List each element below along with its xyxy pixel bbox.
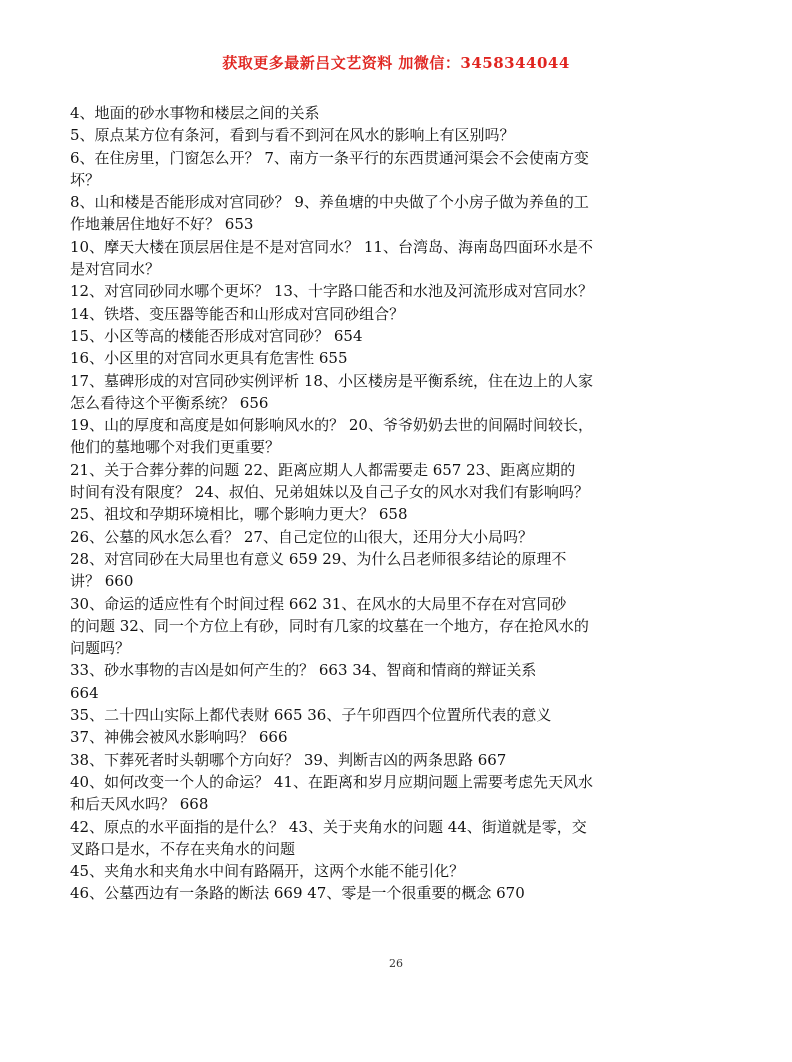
toc-line: 10、摩天大楼在顶层居住是不是对宫同水？ 11、台湾岛、海南岛四面环水是不 (70, 237, 593, 256)
toc-line: 14、铁塔、变压器等能否和山形成对宫同砂组合？ (70, 304, 405, 323)
toc-line: 时间有没有限度？ 24、叔伯、兄弟姐妹以及自己子女的风水对我们有影响吗？ (70, 483, 589, 502)
toc-line: 45、夹角水和夹角水中间有路隔开，这两个水能不能引化？ (70, 862, 465, 881)
toc-line: 46、公墓西边有一条路的断法 669 47、零是一个很重要的概念 670 (70, 884, 525, 903)
toc-line: 8、山和楼是否能形成对宫同砂？ 9、养鱼塘的中央做了个小房子做为养鱼的工 (70, 193, 589, 212)
toc-content (70, 102, 700, 905)
toc-line: 12、对宫同砂同水哪个更坏？ 13、十字路口能否和水池及河流形成对宫同水？ (70, 282, 593, 301)
toc-line: 怎么看待这个平衡系统？ 656 (70, 393, 269, 412)
toc-line: 5、原点某方位有条河，看到与看不到河在风水的影响上有区别吗？ (70, 126, 515, 145)
toc-line: 35、二十四山实际上都代表财 665 36、子午卯酉四个位置所代表的意义 (70, 706, 552, 725)
toc-line: 25、祖坟和孕期环境相比，哪个影响力更大？ 658 (70, 505, 408, 524)
toc-line: 37、神佛会被风水影响吗？ 666 (70, 728, 288, 747)
toc-line: 42、原点的水平面指的是什么？ 43、关于夹角水的问题 44、街道就是零，交 (70, 817, 587, 836)
toc-line: 19、山的厚度和高度是如何影响风水的？ 20、爷爷奶奶去世的间隔时间较长， (70, 416, 593, 435)
page-number: 26 (389, 957, 403, 970)
toc-line: 叉路口是水，不存在夹角水的问题 (70, 839, 296, 858)
toc-line: 问题吗？ (70, 639, 131, 658)
toc-line: 40、如何改变一个人的命运？ 41、在距离和岁月应期问题上需要考虑先天风水 (70, 772, 593, 791)
toc-line: 28、对宫同砂在大局里也有意义 659 29、为什么吕老师很多结论的原理不 (70, 549, 567, 568)
toc-line: 他们的墓地哪个对我们更重要？ (70, 438, 281, 457)
wechat-header: 获取更多最新吕文艺资料 加微信：3458344044 (222, 54, 570, 72)
toc-line: 26、公墓的风水怎么看？ 27、自己定位的山很大，还用分大小局吗？ (70, 527, 533, 546)
toc-line: 30、命运的适应性有个时间过程 662 31、在风水的大局里不存在对宫同砂 (70, 594, 567, 613)
toc-line: 讲？ 660 (70, 572, 134, 591)
toc-line: 6、在住房里，门窗怎么开？ 7、南方一条平行的东西贯通河渠会不会使南方变 (70, 148, 589, 167)
toc-line: 的问题 32、同一个方位上有砂，同时有几家的坟墓在一个地方，存在抢风水的 (70, 616, 589, 635)
toc-line: 33、砂水事物的吉凶是如何产生的？ 663 34、智商和情商的辩证关系 (70, 661, 537, 680)
toc-line: 17、墓碑形成的对宫同砂实例评析 18、小区楼房是平衡系统，住在边上的人家 (70, 371, 593, 390)
toc-line: 坏？ (70, 170, 101, 189)
toc-line: 是对宫同水？ (70, 260, 161, 279)
toc-line: 作地兼居住地好不好？ 653 (70, 215, 254, 234)
toc-line: 38、下葬死者时头朝哪个方向好？ 39、判断吉凶的两条思路 667 (70, 750, 507, 769)
toc-line: 664 (70, 683, 99, 702)
toc-line: 4、地面的砂水事物和楼层之间的关系 (70, 104, 320, 122)
toc-line: 和后天风水吗？ 668 (70, 795, 209, 814)
toc-line: 15、小区等高的楼能否形成对宫同砂？ 654 (70, 326, 363, 345)
toc-line: 16、小区里的对宫同水更具有危害性 655 (70, 349, 348, 368)
toc-line: 21、关于合葬分葬的问题 22、距离应期人人都需要走 657 23、距离应期的 (70, 460, 576, 479)
